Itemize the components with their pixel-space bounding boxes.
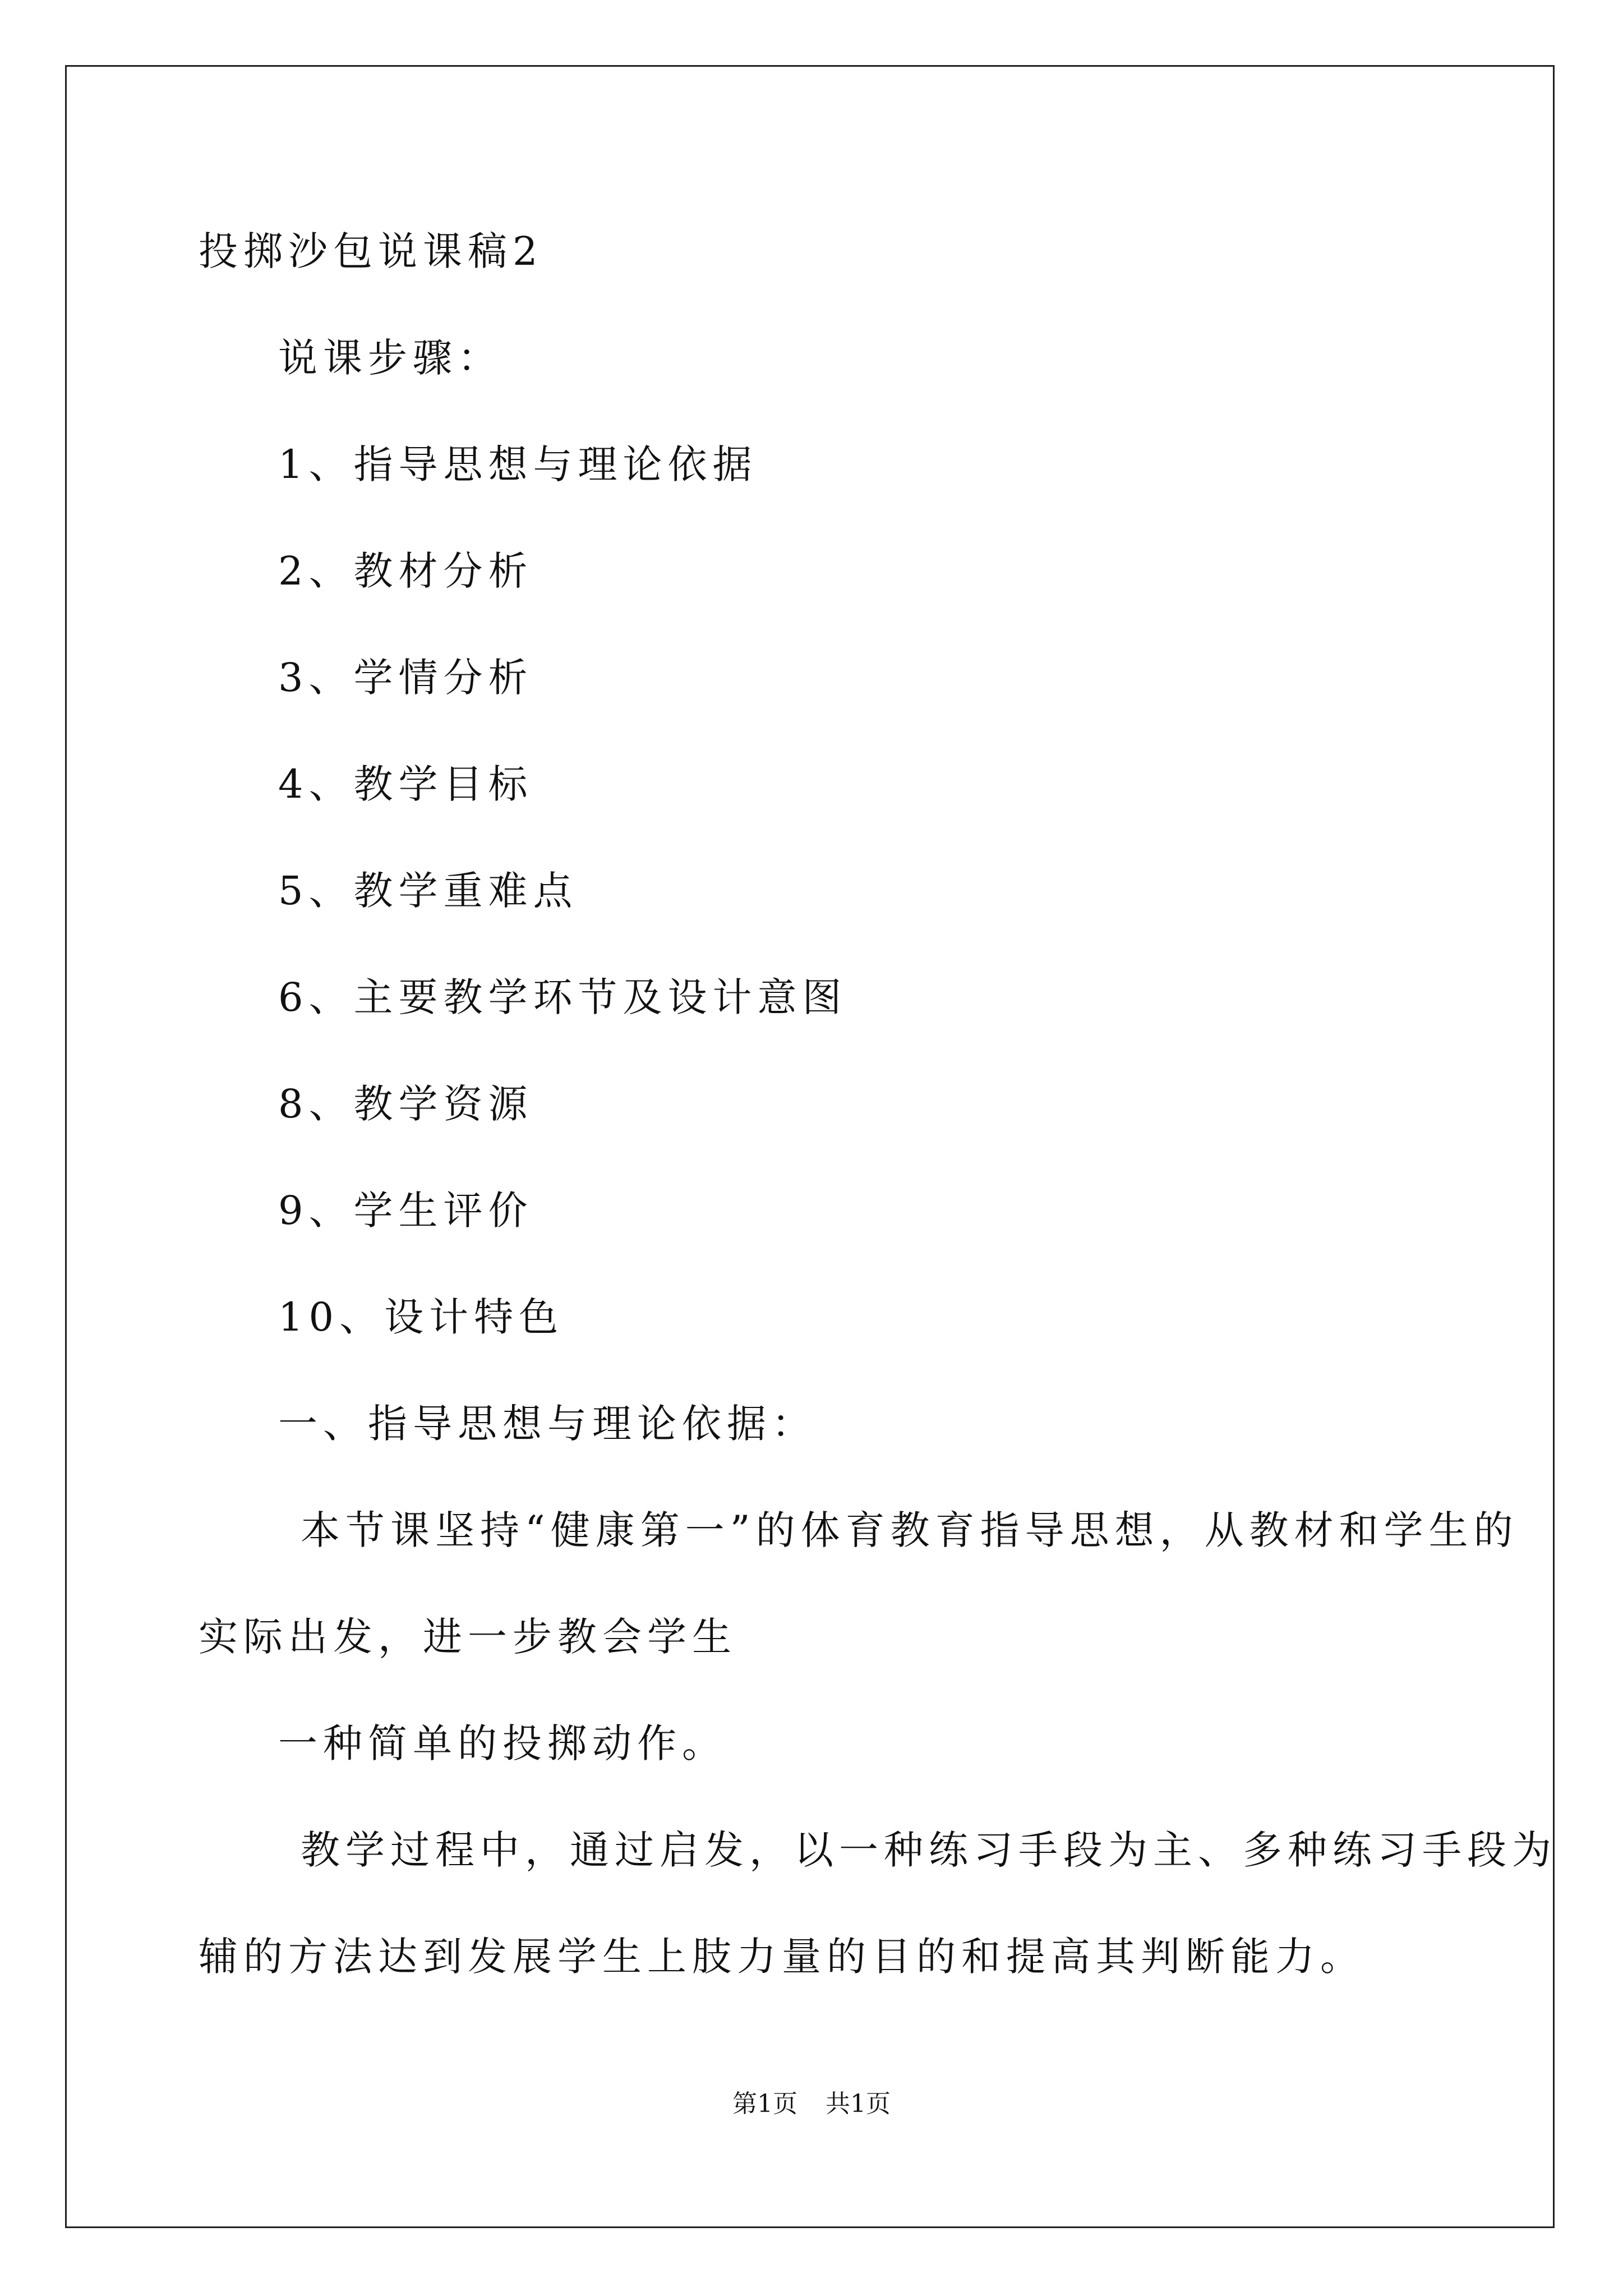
paragraph-line: 一种简单的投掷动作。 [278,1720,727,1766]
step-item: 1、指导思想与理论依据 [278,441,758,487]
paragraph-line: 辅的方法达到发展学生上肢力量的目的和提高其判断能力。 [199,1934,1365,1980]
page-total: 共1页 [826,2090,891,2118]
page-border [65,65,1555,2228]
step-item: 9、学生评价 [278,1188,533,1234]
paragraph-line: 本节课坚持“健康第一”的体育教育指导思想，从教材和学生的 [301,1507,1519,1553]
step-item: 5、教学重难点 [278,868,578,914]
page-footer [0,2088,1623,2120]
paragraph-line: 教学过程中，通过启发，以一种练习手段为主、多种练习手段为 [301,1827,1557,1873]
step-item: 2、教材分析 [278,548,533,594]
step-item: 8、教学资源 [278,1081,533,1127]
paragraph-line: 实际出发，进一步教会学生 [199,1614,737,1660]
section-heading: 一、指导思想与理论依据： [278,1401,817,1447]
step-item: 10、设计特色 [278,1294,564,1340]
steps-heading: 说课步骤： [278,335,502,381]
step-item: 4、教学目标 [278,761,533,807]
document-title: 投掷沙包说课稿2 [199,228,543,274]
page-number: 第1页 [732,2090,797,2118]
step-item: 3、学情分析 [278,655,533,701]
step-item: 6、主要教学环节及设计意图 [278,974,847,1020]
